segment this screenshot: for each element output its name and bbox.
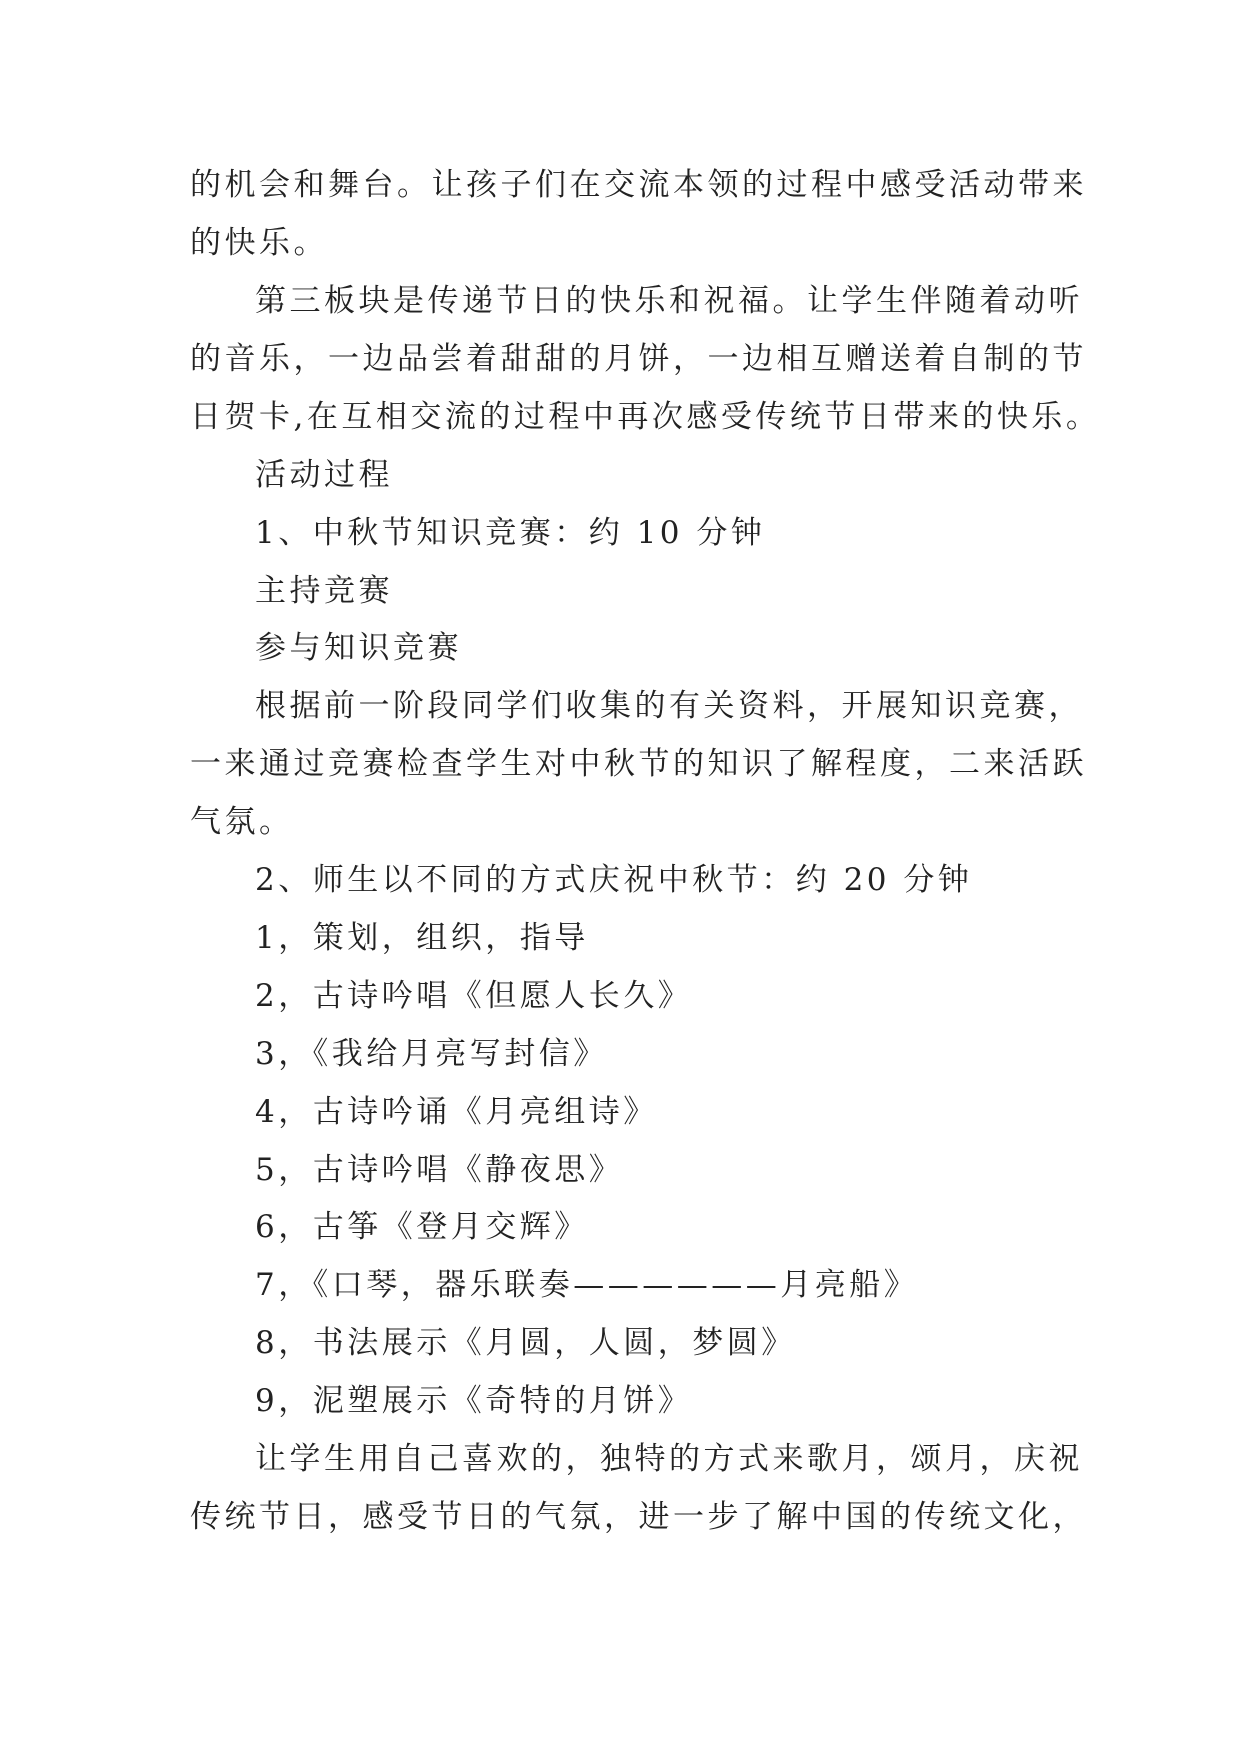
text-line: 根据前一阶段同学们收集的有关资料，开展知识竞赛， [255, 688, 1083, 724]
list-item: 7，《口琴，器乐联奏——————月亮船》 [255, 1267, 919, 1303]
list-item: 4，古诗吟诵《月亮组诗》 [255, 1094, 658, 1130]
text-line: 日贺卡,在互相交流的过程中再次感受传统节日带来的快乐。 [190, 399, 1101, 435]
list-item: 9，泥塑展示《奇特的月饼》 [255, 1383, 693, 1419]
text-line: 主持竞赛 [255, 573, 393, 609]
list-item: 5，古诗吟唱《静夜思》 [255, 1152, 624, 1188]
text-line: 的快乐。 [190, 225, 328, 261]
text-line: 2、师生以不同的方式庆祝中秋节：约 20 分钟 [255, 862, 973, 898]
text-line: 让学生用自己喜欢的，独特的方式来歌月，颂月，庆祝 [255, 1441, 1083, 1477]
list-item: 3，《我给月亮写封信》 [255, 1036, 608, 1072]
list-item: 8，书法展示《月圆，人圆，梦圆》 [255, 1325, 796, 1361]
text-line: 第三板块是传递节日的快乐和祝福。让学生伴随着动听 [255, 283, 1083, 319]
text-line: 的音乐，一边品尝着甜甜的月饼，一边相互赠送着自制的节 [190, 341, 1087, 377]
text-line: 一来通过竞赛检查学生对中秋节的知识了解程度，二来活跃 [190, 746, 1087, 782]
text-line: 传统节日，感受节日的气氛，进一步了解中国的传统文化， [190, 1499, 1087, 1535]
text-line: 的机会和舞台。让孩子们在交流本领的过程中感受活动带来 [190, 167, 1087, 203]
section-heading: 活动过程 [255, 457, 393, 493]
text-line: 气氛。 [190, 804, 294, 840]
list-item: 6，古筝《登月交辉》 [255, 1209, 589, 1245]
list-item: 2，古诗吟唱《但愿人长久》 [255, 978, 693, 1014]
text-line: 1、中秋节知识竞赛：约 10 分钟 [255, 515, 766, 551]
text-line: 参与知识竞赛 [255, 630, 462, 666]
list-item: 1，策划，组织，指导 [255, 920, 589, 956]
